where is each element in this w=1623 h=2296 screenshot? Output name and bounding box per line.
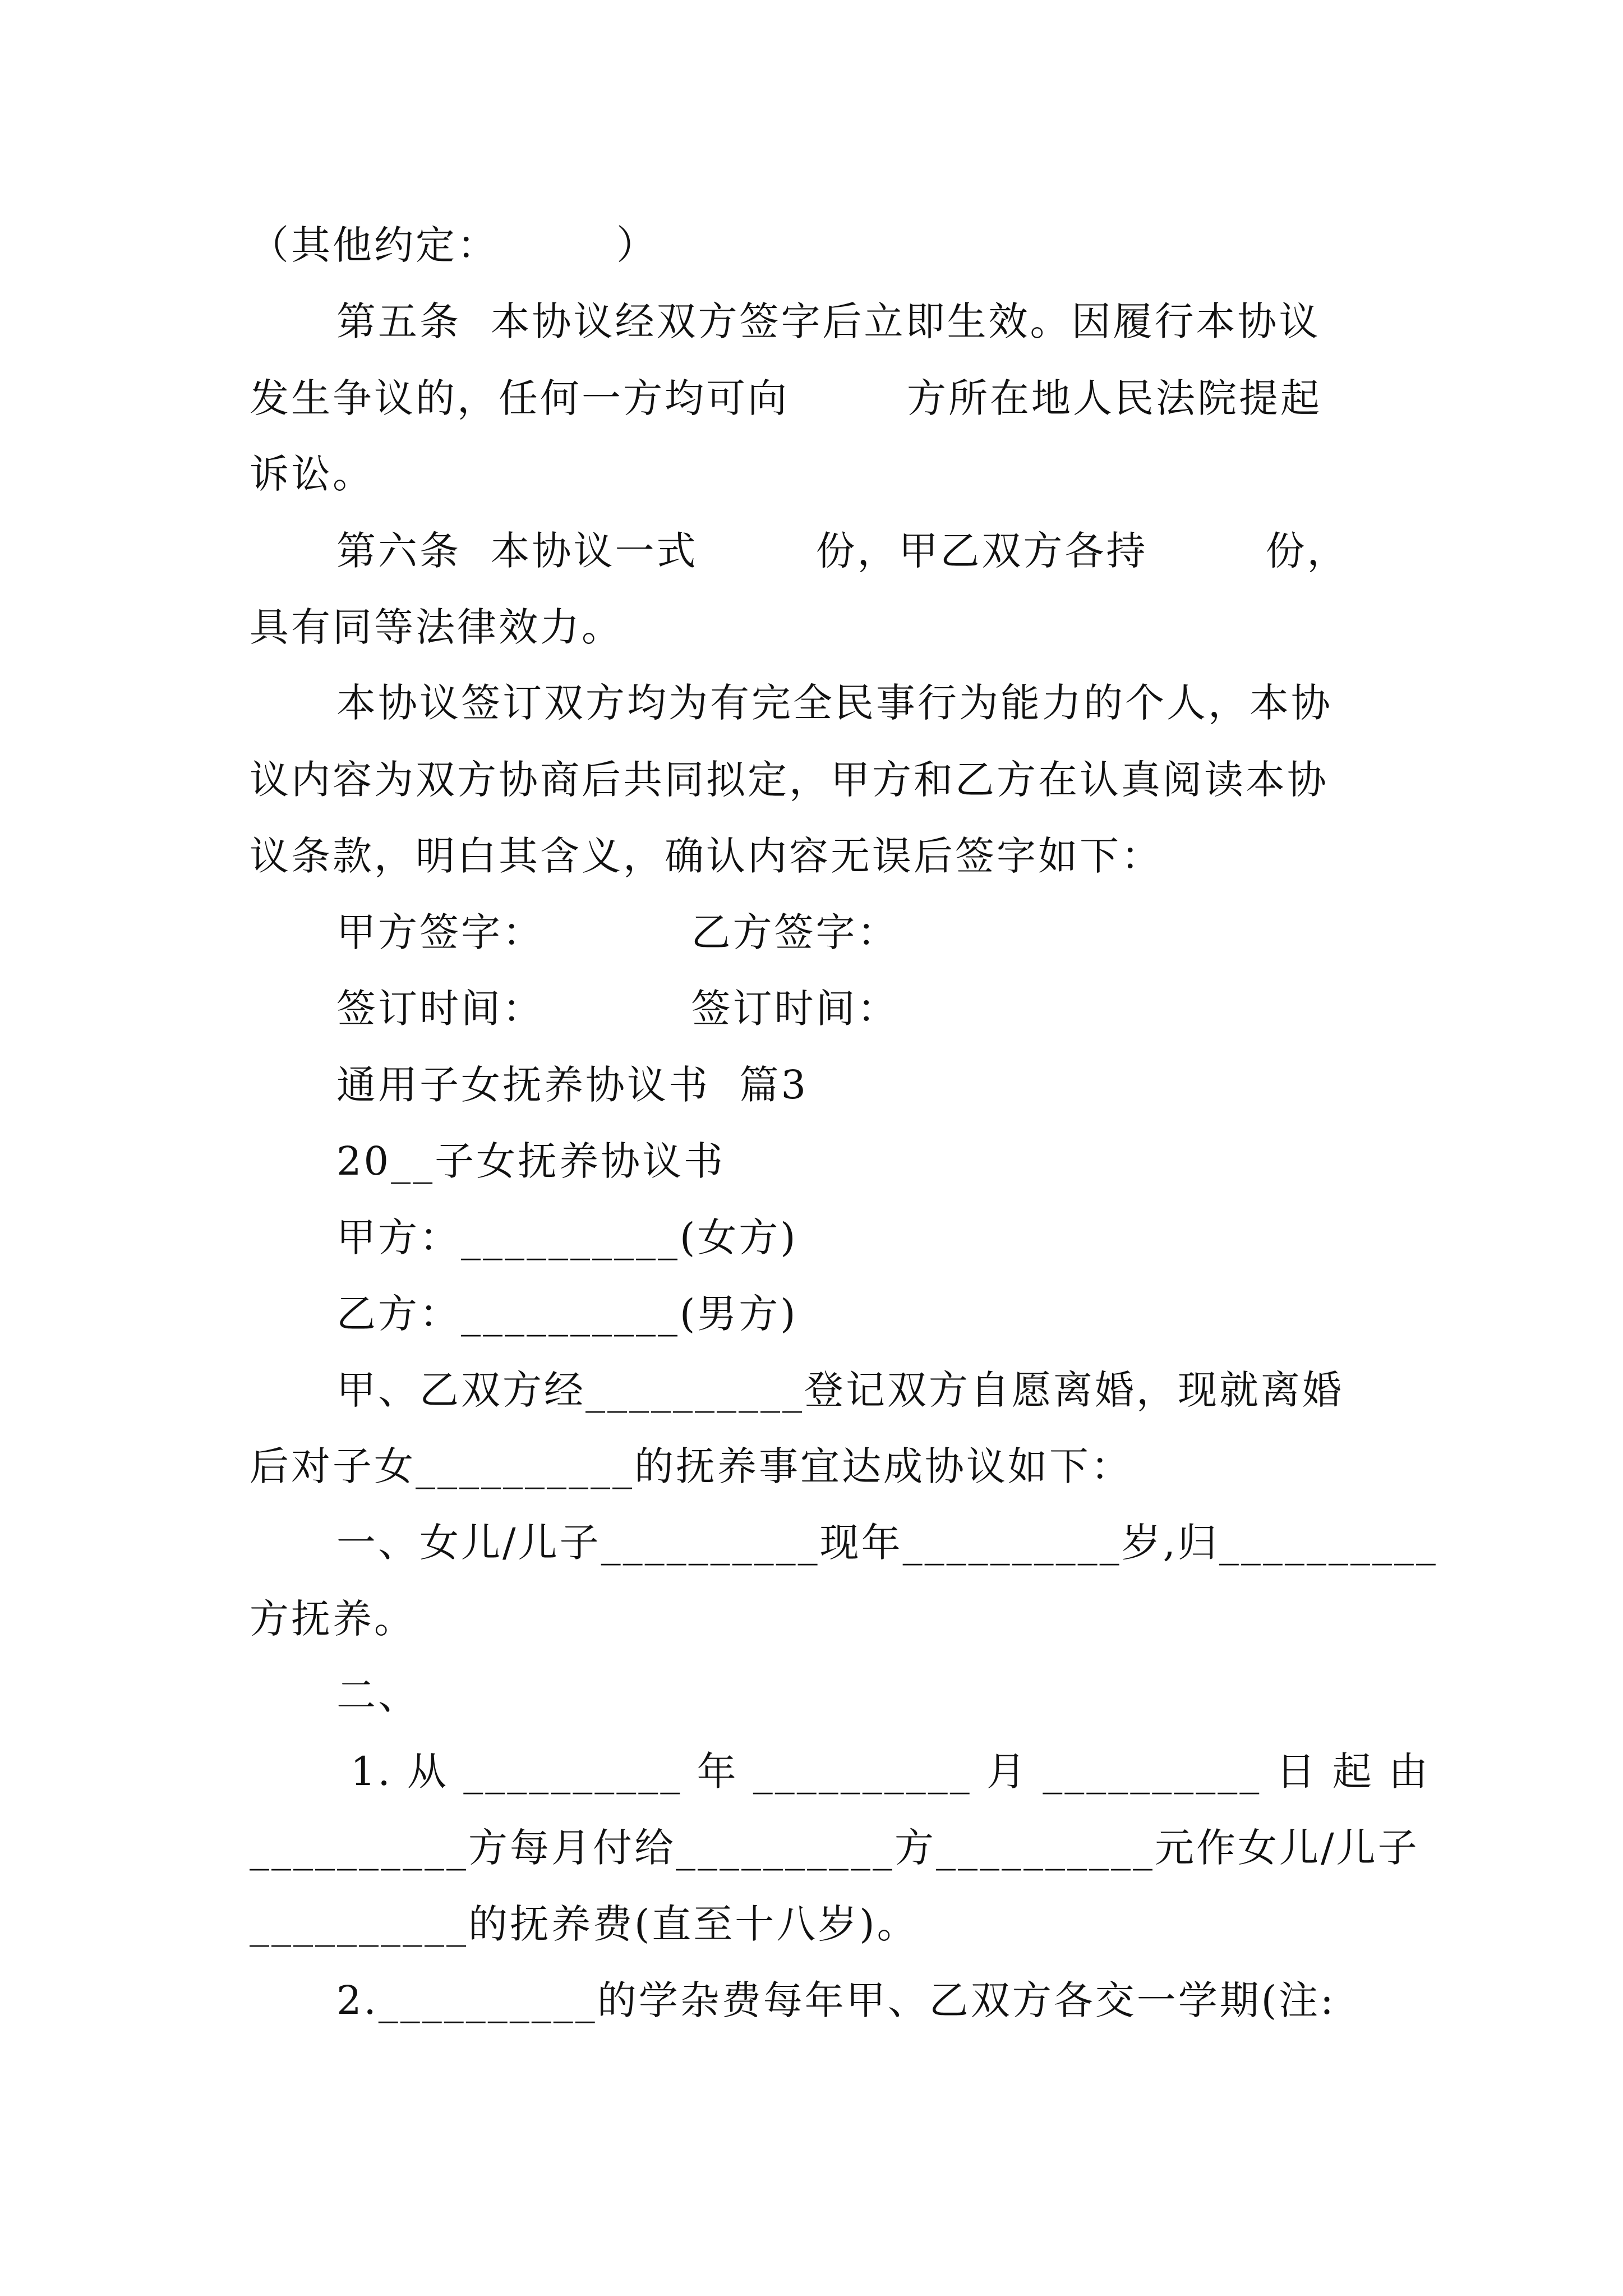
party-a-line: 甲方：__________(女方) bbox=[336, 1214, 798, 1260]
clause-line: 一、女儿/儿子__________现年__________岁,归__________ bbox=[336, 1520, 1438, 1566]
party-b-line: 乙方：__________(男方) bbox=[336, 1291, 798, 1337]
clause-line: 2.__________的学杂费每年甲、乙双方各交一学期(注: bbox=[336, 1977, 1336, 2023]
clause-heading: 二、 bbox=[336, 1672, 419, 1718]
clause-line: __________的抚养费(直至十八岁)。 bbox=[250, 1901, 919, 1947]
text-line: 诉讼。 bbox=[250, 451, 374, 497]
document-title: 20__子女抚养协议书 bbox=[336, 1138, 726, 1184]
text-line: 甲、乙双方经__________登记双方自愿离婚，现就离婚 bbox=[336, 1367, 1344, 1413]
text-line: 后对子女__________的抚养事宜达成协议如下： bbox=[250, 1443, 1132, 1489]
signature-line: 甲方签字： 乙方签字： bbox=[336, 909, 899, 955]
clause-line: 方抚养。 bbox=[250, 1596, 416, 1642]
section-heading: 通用子女抚养协议书 篇3 bbox=[336, 1062, 809, 1108]
text-line: 第六条 本协议一式 份，甲乙双方各持 份， bbox=[336, 528, 1349, 574]
text-line: 本协议签订双方均为有完全民事行为能力的个人，本协 bbox=[336, 680, 1332, 726]
text-line: 议内容为双方协商后共同拟定，甲方和乙方在认真阅读本协 bbox=[250, 757, 1329, 803]
date-line: 签订时间： 签订时间： bbox=[336, 986, 899, 1032]
text-line: 议条款，明白其含义，确认内容无误后签字如下： bbox=[250, 833, 1163, 879]
text-line: （其他约定： ） bbox=[250, 222, 658, 268]
text-line: 发生争议的，任何一方均可向 方所在地人民法院提起 bbox=[250, 375, 1322, 421]
clause-line: __________方每月付给__________方__________元作女儿/儿子 bbox=[250, 1825, 1419, 1871]
text-line: 第五条 本协议经双方签字后立即生效。因履行本协议 bbox=[336, 298, 1321, 344]
clause-line: 1. 从 __________ 年 __________ 月 __________ 日 起 由 bbox=[351, 1749, 1431, 1795]
text-line: 具有同等法律效力。 bbox=[250, 604, 623, 650]
